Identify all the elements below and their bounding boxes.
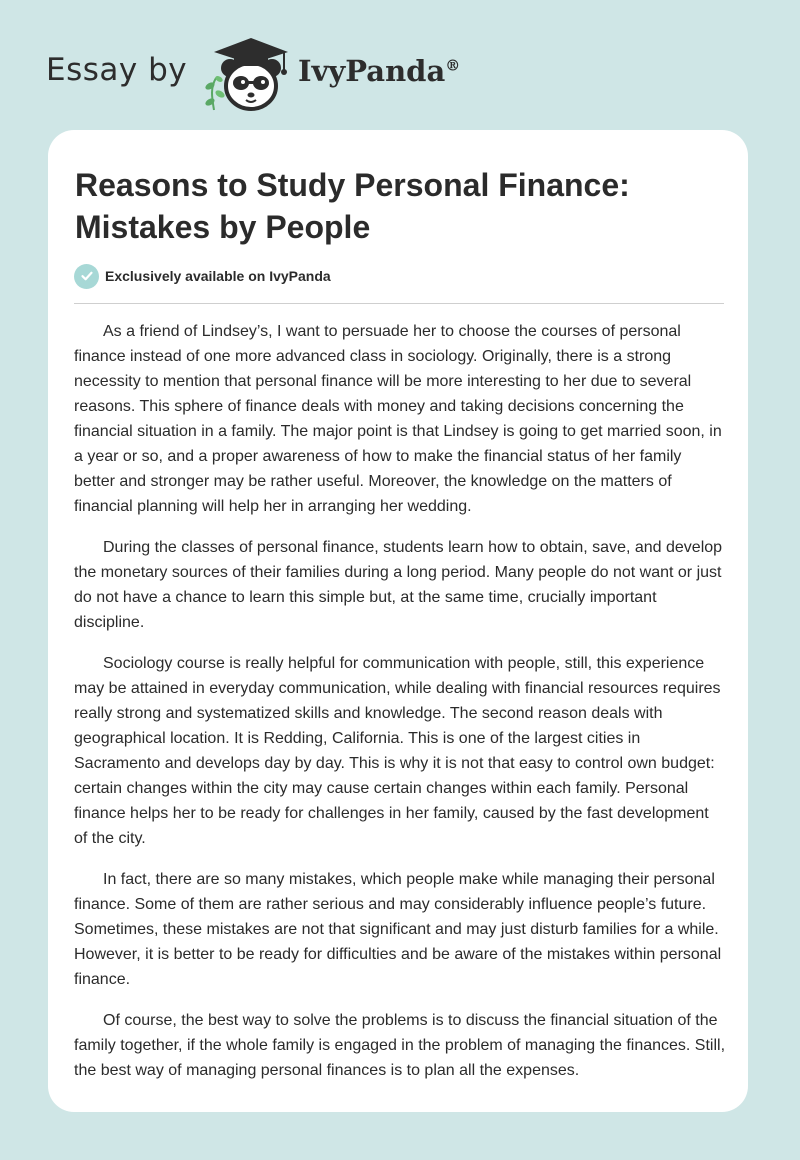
paragraph: During the classes of personal finance, students learn how to obtain, save, and develop the monetary sources of their families during a long period. Many people do not want or just do not have a chance to learn this simple but, at the same time, crucially important discipline. (74, 539, 723, 631)
panda-graduate-icon (200, 32, 296, 112)
page-title: Reasons to Study Personal Finance: Mistakes by People (75, 167, 630, 245)
site-logo[interactable] (46, 32, 486, 112)
paragraph: Of course, the best way to solve the problems is to discuss the financial situation of the family together, if the whole family is engaged in the problem of managing the finances. Still, the best way of managing personal finances is to plan all the expenses. (74, 1012, 726, 1079)
divider (74, 303, 724, 304)
check-circle-icon (74, 264, 99, 289)
exclusive-badge (74, 263, 331, 289)
paragraph: As a friend of Lindsey’s, I want to persuade her to choose the courses of personal finance instead of one more advanced class in sociology. Originally, there is a strong necessity to mention that personal finance will be more interesting to her due to several reasons. This sphere of finance deals with money and taking decisions concerning the financial situation in a family. The major point is that Lindsey is going to get married soon, in a year or so, and a proper awareness of how to make the financial status of her family better and stronger may be rather useful. Moreover, the knowledge on the matters of financial planning will help her in arranging her wedding. (74, 323, 722, 515)
paragraph: In fact, there are so many mistakes, which people make while managing their personal finance. Some of them are rather serious and may considerably influence people’s future. Sometimes, these mistakes are not that significant and may just disturb families for a while. However, it is better to be ready for difficulties and be aware of the mistakes within personal finance. (74, 871, 722, 988)
logo-brand-name: IvyPanda (298, 54, 446, 88)
logo-brand (298, 54, 460, 88)
badge-text: Exclusively available on IvyPanda (105, 268, 331, 284)
essay-body (74, 319, 726, 1099)
registered-mark: ® (445, 56, 461, 75)
logo-prefix: Essay by (46, 52, 188, 88)
essay-card (48, 130, 748, 1112)
paragraph: Sociology course is really helpful for communication with people, still, this experience may be attained in everyday communication, while dealing with financial resources requires really strong and systematized skills and knowledge. The second reason deals with geographical location. It is Redding, California. This is one of the largest cities in Sacramento and develops day by day. This is why it is not that easy to control own budget: certain changes within the city may cause certain changes within each family. Personal finance helps her to be ready for challenges in her family, caused by the fast development of the city. (74, 655, 721, 847)
